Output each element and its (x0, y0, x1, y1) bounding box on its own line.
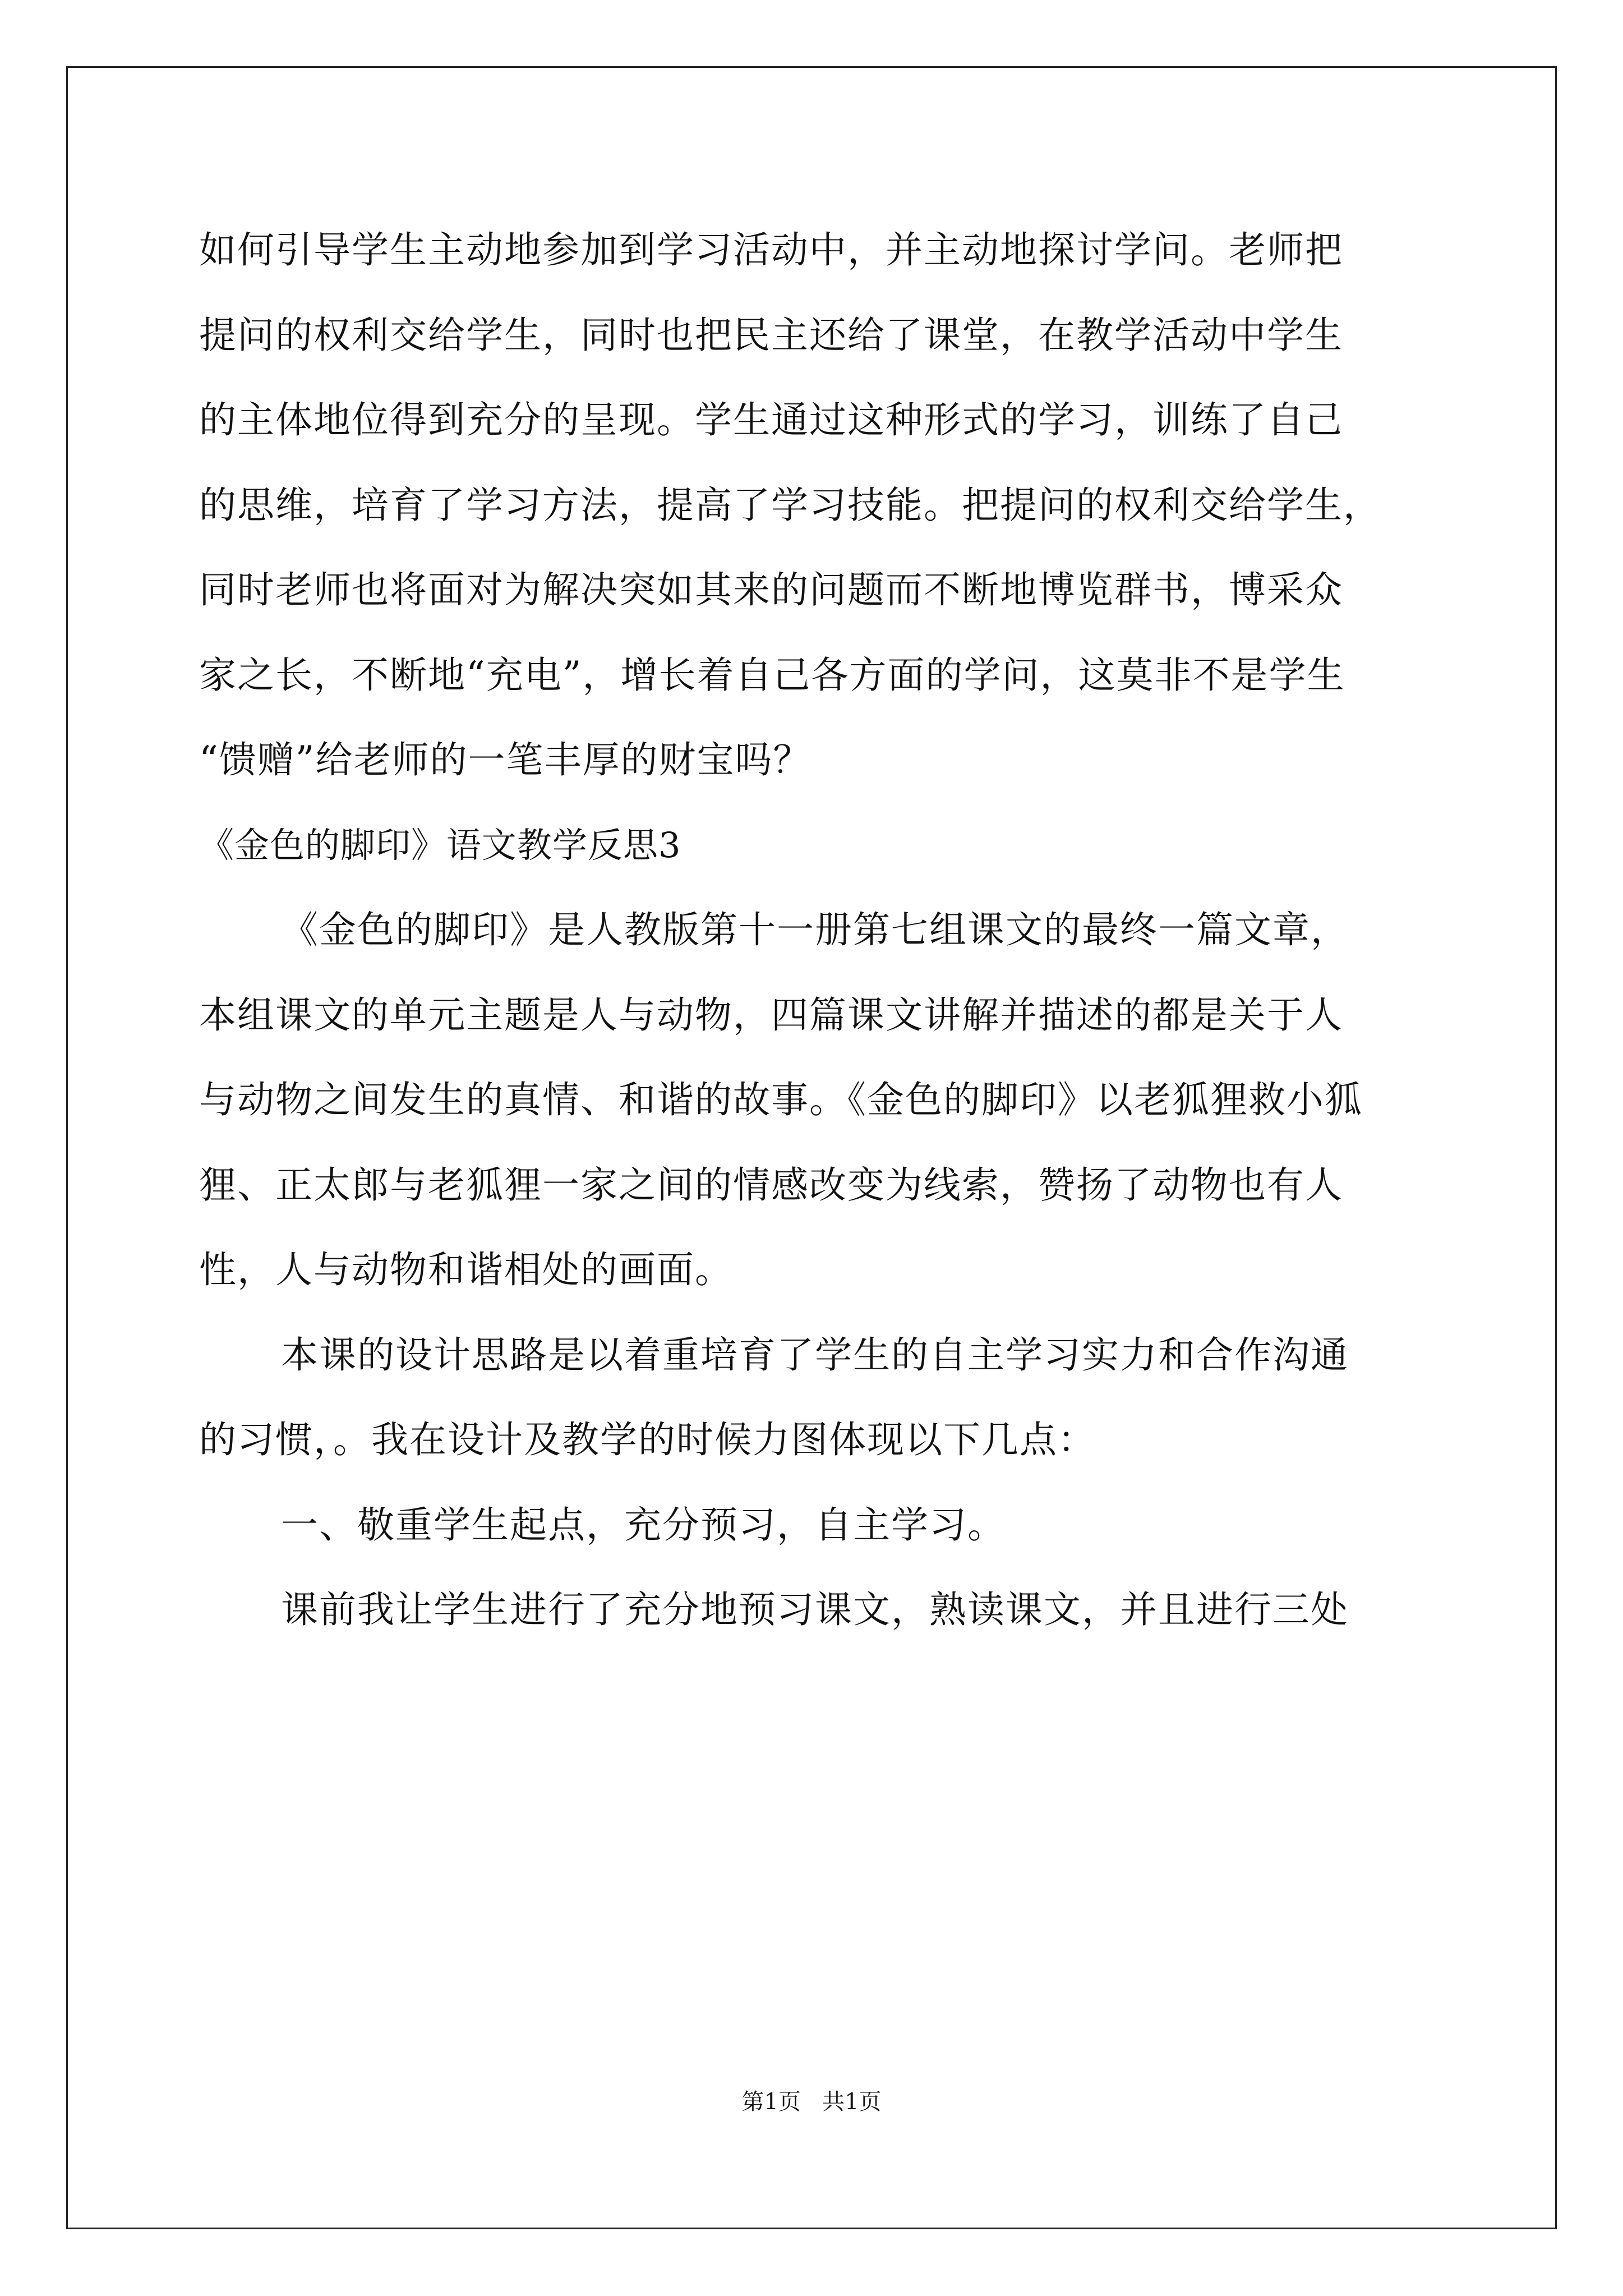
text-line: 的主体地位得到充分的呈现。学生通过这种形式的学习，训练了自己 (199, 398, 1343, 441)
text-line: 一、敬重学生起点，充分预习，自主学习。 (281, 1503, 1006, 1547)
text-line: 《金色的脚印》是人教版第十一册第七组课文的最终一篇文章， (281, 908, 1349, 951)
text-line: 如何引导学生主动地参加到学习活动中，并主动地探讨学问。老师把 (199, 228, 1343, 272)
text-line: 的思维，培育了学习方法，提高了学习技能。把提问的权利交给学生， (199, 483, 1381, 527)
text-line: “馈赠”给老师的一笔丰厚的财宝吗？ (199, 738, 811, 781)
section-heading: 《金色的脚印》语文教学反思3 (199, 824, 681, 866)
text-line: 同时老师也将面对为解决突如其来的问题而不断地博览群书，博采众 (199, 568, 1343, 611)
text-line: 课前我让学生进行了充分地预习课文，熟读课文，并且进行三处 (281, 1588, 1349, 1631)
text-line: 狸、正太郎与老狐狸一家之间的情感改变为线索，赞扬了动物也有人 (199, 1163, 1343, 1207)
document-body (199, 208, 1433, 1653)
text-line: 本课的设计思路是以着重培育了学生的自主学习实力和合作沟通 (281, 1333, 1349, 1377)
text-line: 家之长，不断地“充电”，增长着自己各方面的学问，这莫非不是学生 (199, 653, 1345, 697)
text-line: 本组课文的单元主题是人与动物，四篇课文讲解并描述的都是关于人 (199, 993, 1343, 1037)
text-line: 性，人与动物和谐相处的画面。 (199, 1248, 733, 1291)
page-footer: 第1页 共1页 (741, 2089, 882, 2115)
text-line: 的习惯，。我在设计及教学的时候力图体现以下几点： (199, 1418, 1096, 1461)
text-line: 与动物之间发生的真情、和谐的故事。《金色的脚印》以老狐狸救小狐 (199, 1078, 1363, 1121)
text-line: 提问的权利交给学生，同时也把民主还给了课堂，在教学活动中学生 (199, 313, 1343, 357)
